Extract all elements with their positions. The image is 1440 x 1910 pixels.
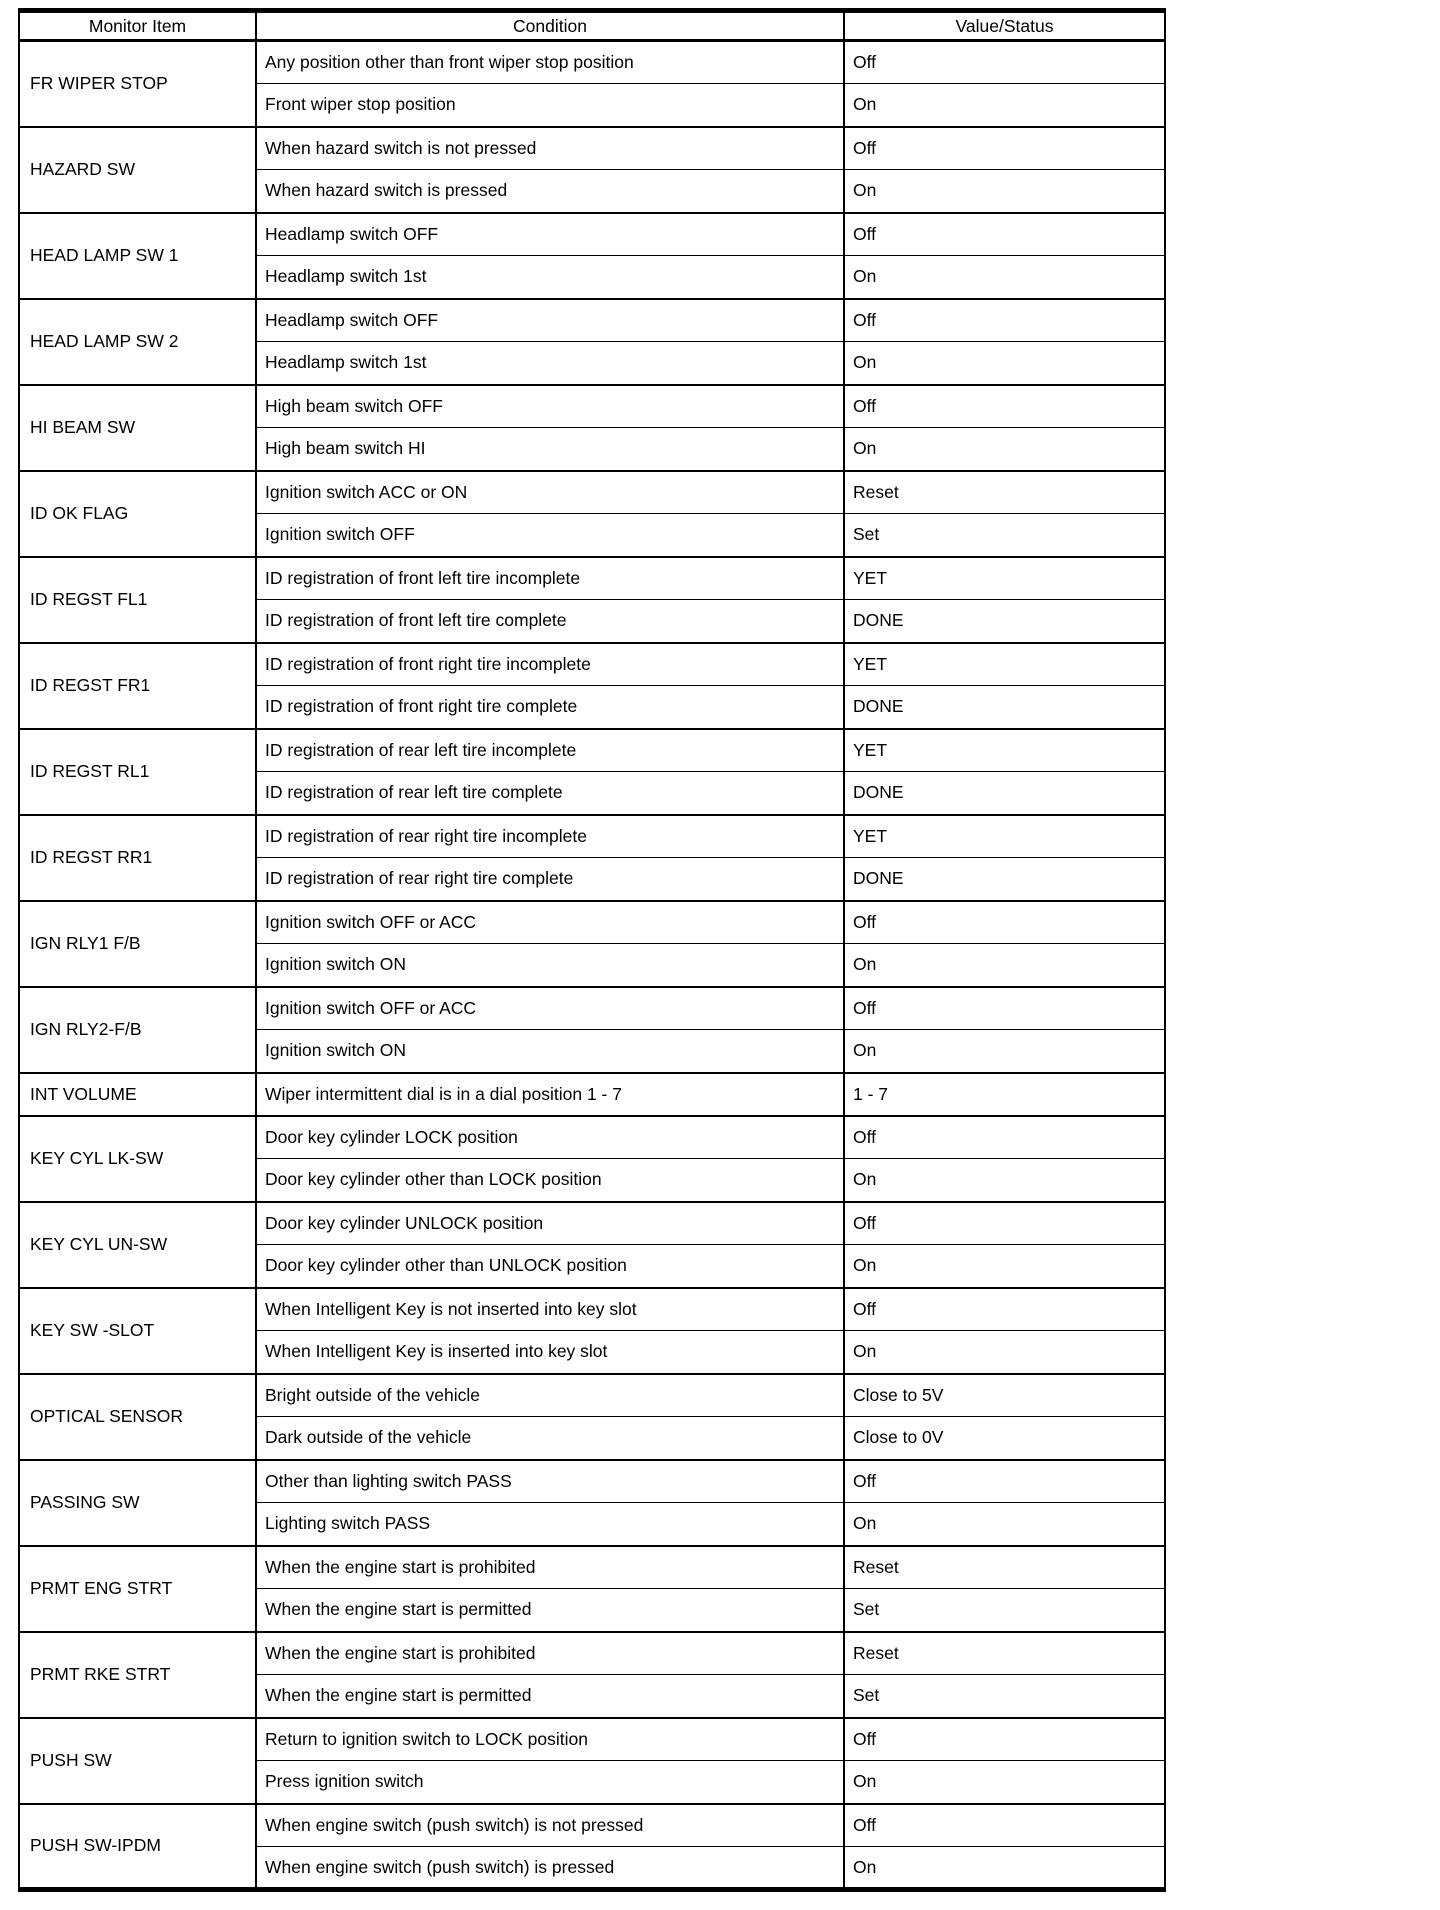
value-status-cell: On [844, 1503, 1165, 1546]
monitor-item-cell: ID REGST RR1 [19, 815, 256, 901]
value-status-cell: Off [844, 1718, 1165, 1761]
monitor-item-cell: KEY CYL LK-SW [19, 1116, 256, 1202]
table-row [19, 643, 1165, 686]
condition-cell: ID registration of front left tire incomplete [256, 557, 844, 600]
value-status-cell: On [844, 1331, 1165, 1374]
value-status-cell: YET [844, 643, 1165, 686]
value-status-cell: Off [844, 1804, 1165, 1847]
table-row [19, 1632, 1165, 1675]
value-status-cell: On [844, 84, 1165, 127]
monitor-table-body [19, 41, 1165, 1890]
value-status-cell: YET [844, 815, 1165, 858]
condition-cell: When engine switch (push switch) is pressed [256, 1847, 844, 1890]
condition-cell: High beam switch OFF [256, 385, 844, 428]
condition-cell: Ignition switch OFF [256, 514, 844, 557]
condition-cell: Ignition switch OFF or ACC [256, 901, 844, 944]
monitor-item-cell: ID REGST FR1 [19, 643, 256, 729]
monitor-item-cell: INT VOLUME [19, 1073, 256, 1116]
condition-cell: Ignition switch ON [256, 1030, 844, 1073]
table-row [19, 127, 1165, 170]
header-monitor-item: Monitor Item [19, 11, 256, 41]
condition-cell: Press ignition switch [256, 1761, 844, 1804]
header-value-status: Value/Status [844, 11, 1165, 41]
condition-cell: Headlamp switch OFF [256, 299, 844, 342]
monitor-item-cell: OPTICAL SENSOR [19, 1374, 256, 1460]
value-status-cell: On [844, 1030, 1165, 1073]
value-status-cell: Reset [844, 1546, 1165, 1589]
condition-cell: ID registration of front right tire incomplete [256, 643, 844, 686]
monitor-item-cell: IGN RLY2-F/B [19, 987, 256, 1073]
monitor-item-cell: HI BEAM SW [19, 385, 256, 471]
value-status-cell: Off [844, 987, 1165, 1030]
monitor-item-cell: PRMT RKE STRT [19, 1632, 256, 1718]
value-status-cell: Set [844, 514, 1165, 557]
condition-cell: Front wiper stop position [256, 84, 844, 127]
condition-cell: Door key cylinder other than UNLOCK position [256, 1245, 844, 1288]
table-row [19, 901, 1165, 944]
condition-cell: Door key cylinder other than LOCK position [256, 1159, 844, 1202]
value-status-cell: Off [844, 127, 1165, 170]
condition-cell: Lighting switch PASS [256, 1503, 844, 1546]
value-status-cell: On [844, 1847, 1165, 1890]
value-status-cell: Reset [844, 1632, 1165, 1675]
value-status-cell: YET [844, 557, 1165, 600]
condition-cell: Wiper intermittent dial is in a dial position 1 - 7 [256, 1073, 844, 1116]
value-status-cell: Set [844, 1675, 1165, 1718]
condition-cell: When hazard switch is pressed [256, 170, 844, 213]
condition-cell: When engine switch (push switch) is not pressed [256, 1804, 844, 1847]
value-status-cell: Off [844, 1288, 1165, 1331]
condition-cell: Return to ignition switch to LOCK position [256, 1718, 844, 1761]
monitor-item-cell: ID REGST RL1 [19, 729, 256, 815]
condition-cell: When the engine start is prohibited [256, 1632, 844, 1675]
monitor-item-cell: PUSH SW [19, 1718, 256, 1804]
value-status-cell: On [844, 944, 1165, 987]
monitor-item-cell: KEY CYL UN-SW [19, 1202, 256, 1288]
condition-cell: When hazard switch is not pressed [256, 127, 844, 170]
monitor-item-cell: KEY SW -SLOT [19, 1288, 256, 1374]
monitor-item-cell: ID OK FLAG [19, 471, 256, 557]
monitor-item-cell: PRMT ENG STRT [19, 1546, 256, 1632]
condition-cell: ID registration of rear right tire incomplete [256, 815, 844, 858]
condition-cell: Door key cylinder LOCK position [256, 1116, 844, 1159]
condition-cell: ID registration of rear right tire complete [256, 858, 844, 901]
condition-cell: Door key cylinder UNLOCK position [256, 1202, 844, 1245]
value-status-cell: Off [844, 213, 1165, 256]
condition-cell: Headlamp switch 1st [256, 256, 844, 299]
table-row [19, 471, 1165, 514]
condition-cell: Headlamp switch OFF [256, 213, 844, 256]
value-status-cell: Reset [844, 471, 1165, 514]
value-status-cell: Off [844, 901, 1165, 944]
value-status-cell: Off [844, 1460, 1165, 1503]
table-row [19, 385, 1165, 428]
condition-cell: Any position other than front wiper stop position [256, 41, 844, 84]
table-row [19, 213, 1165, 256]
value-status-cell: On [844, 1159, 1165, 1202]
value-status-cell: Close to 5V [844, 1374, 1165, 1417]
table-row [19, 1804, 1165, 1847]
table-row [19, 815, 1165, 858]
value-status-cell: Close to 0V [844, 1417, 1165, 1460]
monitor-item-cell: HAZARD SW [19, 127, 256, 213]
table-row [19, 729, 1165, 772]
monitor-item-cell: PUSH SW-IPDM [19, 1804, 256, 1890]
value-status-cell: 1 - 7 [844, 1073, 1165, 1116]
condition-cell: When Intelligent Key is inserted into key slot [256, 1331, 844, 1374]
value-status-cell: Off [844, 299, 1165, 342]
table-row [19, 1460, 1165, 1503]
value-status-cell: YET [844, 729, 1165, 772]
condition-cell: ID registration of rear left tire incomplete [256, 729, 844, 772]
table-row [19, 987, 1165, 1030]
monitor-item-table [18, 8, 1166, 1892]
condition-cell: Dark outside of the vehicle [256, 1417, 844, 1460]
value-status-cell: On [844, 342, 1165, 385]
header-row [19, 11, 1165, 41]
condition-cell: Bright outside of the vehicle [256, 1374, 844, 1417]
value-status-cell: Set [844, 1589, 1165, 1632]
condition-cell: When the engine start is prohibited [256, 1546, 844, 1589]
condition-cell: ID registration of front right tire complete [256, 686, 844, 729]
value-status-cell: Off [844, 1202, 1165, 1245]
value-status-cell: On [844, 170, 1165, 213]
table-row [19, 1202, 1165, 1245]
header-condition: Condition [256, 11, 844, 41]
monitor-item-cell: HEAD LAMP SW 1 [19, 213, 256, 299]
condition-cell: When Intelligent Key is not inserted into key slot [256, 1288, 844, 1331]
value-status-cell: On [844, 1245, 1165, 1288]
table-row [19, 1073, 1165, 1116]
condition-cell: Ignition switch ON [256, 944, 844, 987]
value-status-cell: Off [844, 385, 1165, 428]
value-status-cell: DONE [844, 858, 1165, 901]
condition-cell: High beam switch HI [256, 428, 844, 471]
condition-cell: When the engine start is permitted [256, 1589, 844, 1632]
value-status-cell: DONE [844, 686, 1165, 729]
monitor-item-cell: FR WIPER STOP [19, 41, 256, 127]
table-row [19, 1546, 1165, 1589]
monitor-item-cell: PASSING SW [19, 1460, 256, 1546]
condition-cell: Ignition switch ACC or ON [256, 471, 844, 514]
value-status-cell: On [844, 1761, 1165, 1804]
table-row [19, 41, 1165, 84]
condition-cell: ID registration of rear left tire complete [256, 772, 844, 815]
monitor-item-cell: HEAD LAMP SW 2 [19, 299, 256, 385]
value-status-cell: DONE [844, 600, 1165, 643]
value-status-cell: Off [844, 41, 1165, 84]
condition-cell: Headlamp switch 1st [256, 342, 844, 385]
value-status-cell: DONE [844, 772, 1165, 815]
monitor-item-cell: ID REGST FL1 [19, 557, 256, 643]
table-row [19, 557, 1165, 600]
condition-cell: When the engine start is permitted [256, 1675, 844, 1718]
condition-cell: Ignition switch OFF or ACC [256, 987, 844, 1030]
table-row [19, 1718, 1165, 1761]
value-status-cell: On [844, 256, 1165, 299]
condition-cell: ID registration of front left tire complete [256, 600, 844, 643]
table-row [19, 1374, 1165, 1417]
value-status-cell: On [844, 428, 1165, 471]
value-status-cell: Off [844, 1116, 1165, 1159]
condition-cell: Other than lighting switch PASS [256, 1460, 844, 1503]
table-row [19, 1288, 1165, 1331]
table-row [19, 1116, 1165, 1159]
monitor-item-cell: IGN RLY1 F/B [19, 901, 256, 987]
table-row [19, 299, 1165, 342]
